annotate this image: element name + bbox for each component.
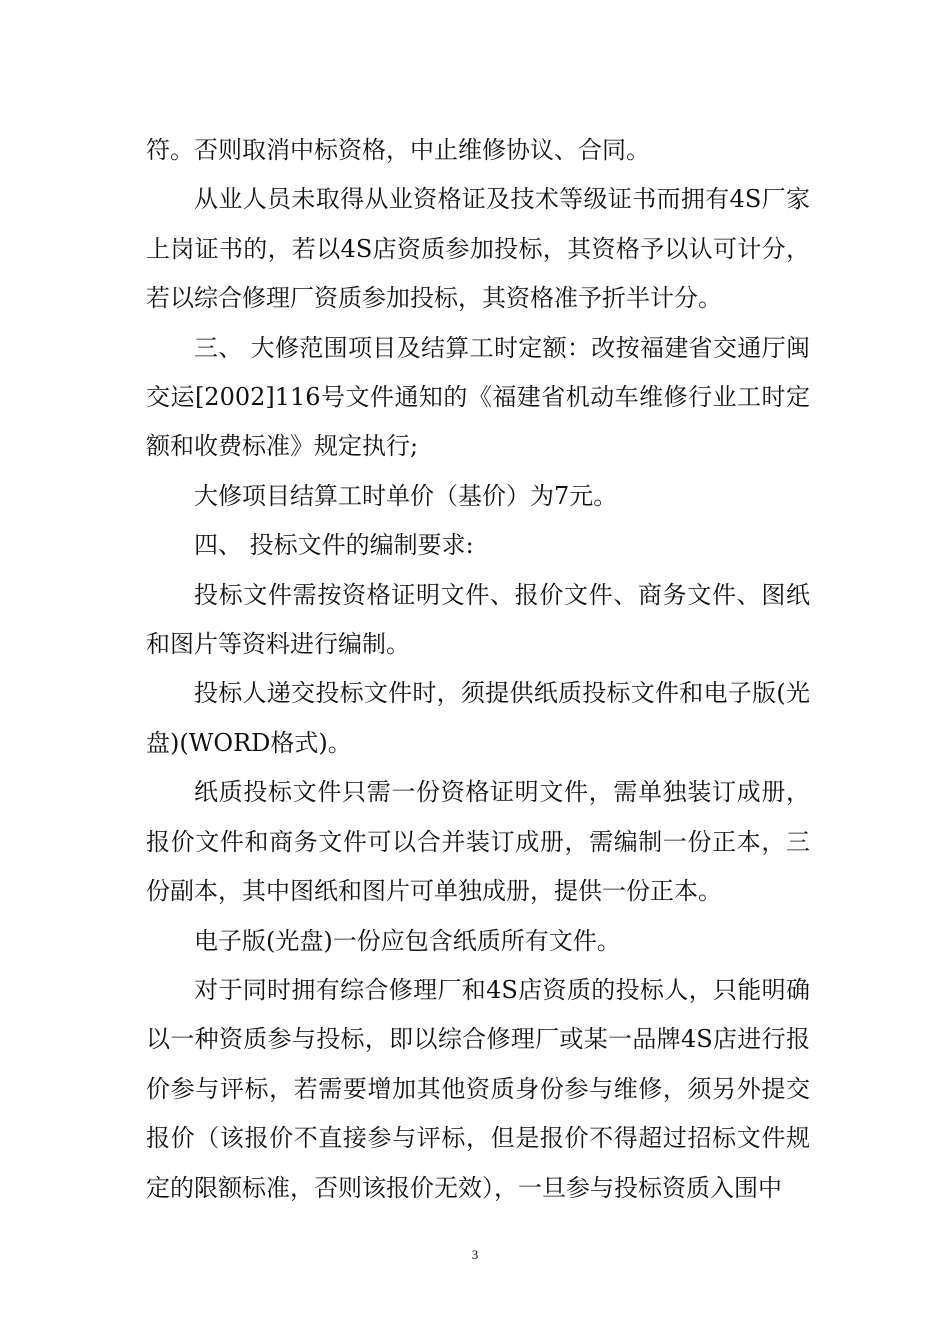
paragraph-electronic-version: 电子版(光盘)一份应包含纸质所有文件。 (194, 926, 621, 955)
page-number: 3 (471, 1247, 479, 1262)
paragraph-section-three: 三、 大修范围项目及结算工时定额：改按福建省交通厅闽交运[2002]116号文件通知的《福建省机动车维修行业工时定额和收费标准》规定执行; (146, 333, 810, 461)
paragraph-section-four-heading: 四、 投标文件的编制要求: (194, 531, 474, 560)
paragraph-bid-compilation: 投标文件需按资格证明文件、报价文件、商务文件、图纸和图片等资料进行编制。 (146, 580, 810, 659)
paragraph-bid-submission: 投标人递交投标文件时，须提供纸质投标文件和电子版(光盘)(WORD格式)。 (146, 679, 810, 757)
paragraph-dual-qualification: 对于同时拥有综合修理厂和4S店资质的投标人，只能明确以一种资质参与投标，即以综合修理厂或某一品牌4S店进行报价参与评标，若需要增加其他资质身份参与维修，须另外提交报价（该报价不直接参与评标，但是报价不得超过招标文件规定的限额标准，否则该报价无效），一旦参与投标资质入围中 (146, 975, 810, 1202)
paragraph-hourly-rate: 大修项目结算工时单价（基价）为7元。 (194, 481, 618, 510)
document-body (146, 126, 810, 1213)
paragraph-staff-qualification: 从业人员未取得从业资格证及技术等级证书而拥有4S厂家上岗证书的，若以4S店资质参加投标，其资格予以认可计分，若以综合修理厂资质参加投标，其资格准予折半计分。 (146, 185, 810, 313)
paragraph-continuation: 符。否则取消中标资格，中止维修协议、合同。 (146, 136, 650, 164)
paragraph-paper-documents: 纸质投标文件只需一份资格证明文件，需单独装订成册，报价文件和商务文件可以合并装订成册，需编制一份正本，三份副本，其中图纸和图片可单独成册，提供一份正本。 (146, 778, 810, 906)
